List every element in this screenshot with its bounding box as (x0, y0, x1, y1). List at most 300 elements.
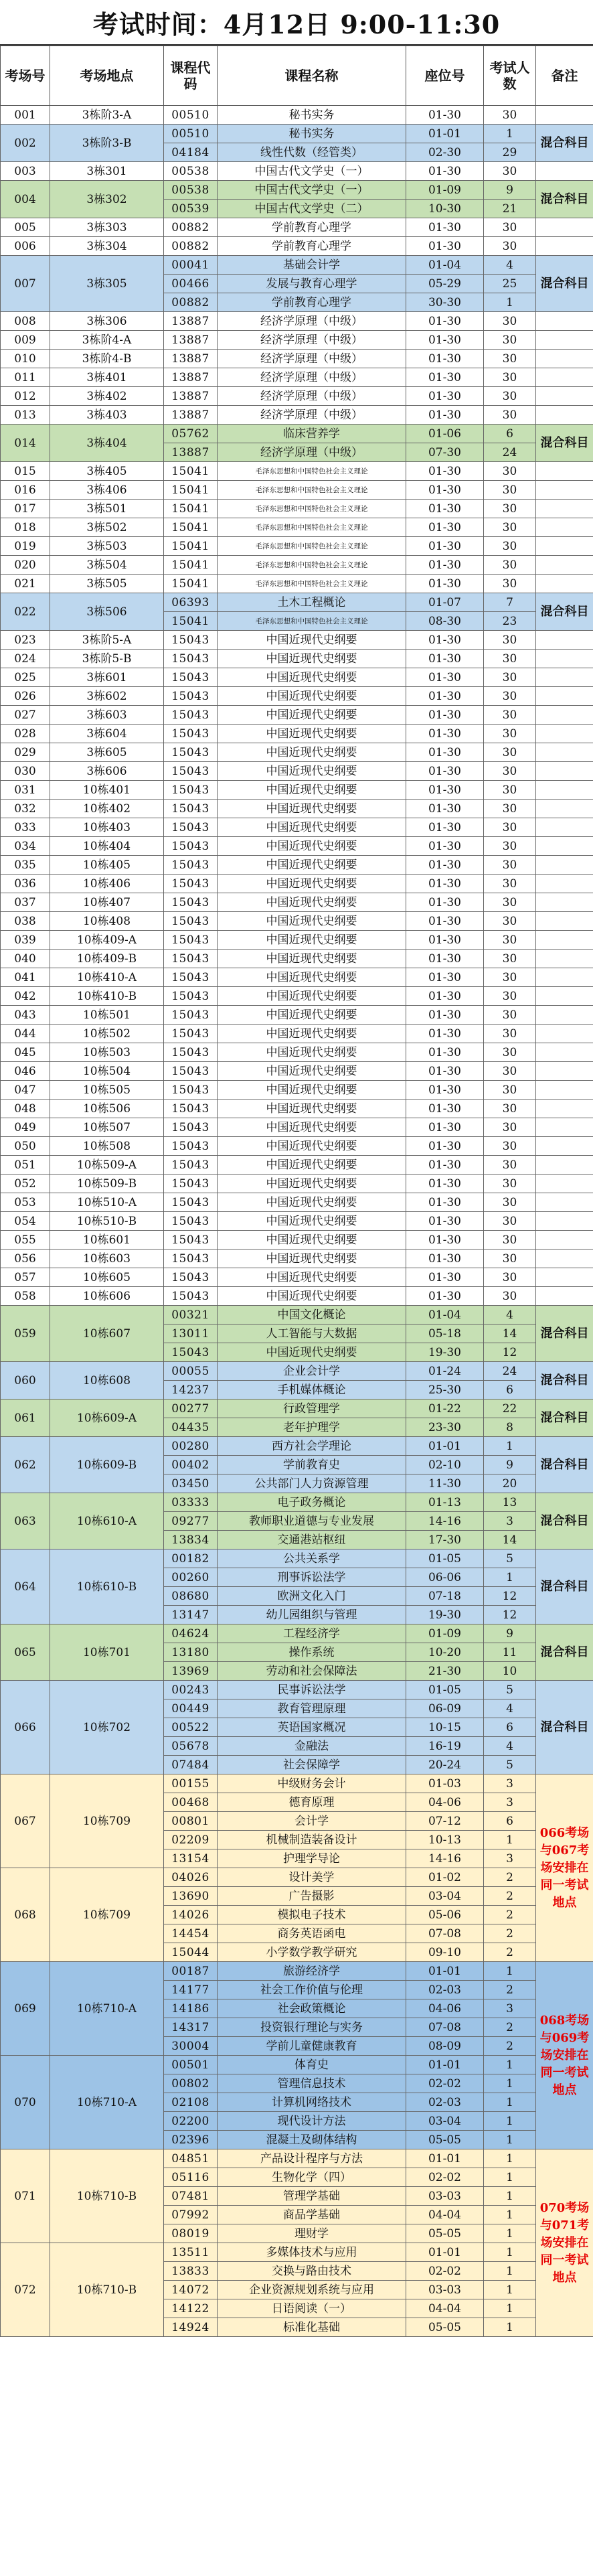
room-no-cell: 040 (1, 950, 50, 968)
note-cell (536, 1062, 593, 1081)
note-cell (536, 1081, 593, 1100)
course-name-cell: 中国近现代史纲要 (218, 1231, 406, 1249)
note-cell (536, 875, 593, 893)
seat-no-cell: 01-30 (406, 537, 484, 556)
count-cell: 30 (484, 537, 536, 556)
course-name-cell: 中国近现代史纲要 (218, 1249, 406, 1268)
count-cell: 2 (484, 2037, 536, 2056)
count-cell: 30 (484, 931, 536, 950)
location-cell: 10栋505 (50, 1081, 164, 1100)
note-cell (536, 350, 593, 368)
note-cell (536, 1100, 593, 1118)
course-name-cell: 中国近现代史纲要 (218, 1287, 406, 1306)
seat-no-cell: 11-30 (406, 1474, 484, 1493)
course-code-cell: 15043 (164, 1231, 218, 1249)
seat-no-cell: 02-03 (406, 1981, 484, 1999)
count-cell: 30 (484, 406, 536, 425)
table-row (1, 781, 593, 800)
seat-no-cell: 01-30 (406, 218, 484, 237)
table-body (1, 106, 593, 2337)
course-name-cell: 中国近现代史纲要 (218, 1006, 406, 1025)
count-cell: 30 (484, 462, 536, 481)
count-cell: 12 (484, 1343, 536, 1362)
course-code-cell: 00182 (164, 1549, 218, 1568)
note-cell (536, 987, 593, 1006)
note-cell (536, 1249, 593, 1268)
table-row (1, 1399, 593, 1418)
course-name-cell: 中国近现代史纲要 (218, 912, 406, 931)
course-code-cell: 15043 (164, 781, 218, 800)
course-name-cell: 企业会计学 (218, 1362, 406, 1381)
count-cell: 30 (484, 631, 536, 650)
course-code-cell: 15043 (164, 1006, 218, 1025)
course-code-cell: 15043 (164, 950, 218, 968)
seat-no-cell: 01-30 (406, 1156, 484, 1175)
course-name-cell: 经济学原理（中级） (218, 350, 406, 368)
course-name-cell: 经济学原理（中级） (218, 331, 406, 350)
count-cell: 25 (484, 275, 536, 293)
note-cell (536, 781, 593, 800)
count-cell: 30 (484, 762, 536, 781)
seat-no-cell: 01-30 (406, 237, 484, 256)
course-code-cell: 00882 (164, 237, 218, 256)
table-row (1, 481, 593, 500)
room-no-cell: 055 (1, 1231, 50, 1249)
room-no-cell: 041 (1, 968, 50, 987)
room-no-cell: 067 (1, 1774, 50, 1868)
room-no-cell: 065 (1, 1624, 50, 1681)
course-name-cell: 中国近现代史纲要 (218, 1043, 406, 1062)
count-cell: 30 (484, 837, 536, 856)
seat-no-cell: 01-30 (406, 987, 484, 1006)
note-cell (536, 1268, 593, 1287)
course-name-cell: 中国古代文学史（二） (218, 200, 406, 218)
seat-no-cell: 01-22 (406, 1399, 484, 1418)
location-cell: 3栋305 (50, 256, 164, 312)
count-cell: 30 (484, 687, 536, 706)
count-cell: 5 (484, 1756, 536, 1774)
count-cell: 1 (484, 2149, 536, 2168)
course-code-cell: 00187 (164, 1962, 218, 1981)
location-cell: 3栋阶5-A (50, 631, 164, 650)
location-cell: 10栋508 (50, 1137, 164, 1156)
course-name-cell: 毛泽东思想和中国特色社会主义理论 (218, 500, 406, 518)
table-row (1, 762, 593, 781)
course-name-cell: 投资银行理论与实务 (218, 2018, 406, 2037)
course-code-cell: 04624 (164, 1624, 218, 1643)
room-no-cell: 058 (1, 1287, 50, 1306)
table-row (1, 1774, 593, 1793)
course-name-cell: 中国古代文学史（一） (218, 181, 406, 200)
seat-no-cell: 10-20 (406, 1643, 484, 1662)
course-name-cell: 公共部门人力资源管理 (218, 1474, 406, 1493)
count-cell: 12 (484, 1606, 536, 1624)
location-cell: 3栋304 (50, 237, 164, 256)
seat-no-cell: 03-03 (406, 2281, 484, 2299)
table-row (1, 1549, 593, 1568)
table-row (1, 125, 593, 143)
table-row (1, 1268, 593, 1287)
count-cell: 3 (484, 1774, 536, 1793)
count-cell: 9 (484, 1456, 536, 1474)
location-cell: 3栋阶4-A (50, 331, 164, 350)
count-cell: 30 (484, 1137, 536, 1156)
location-cell: 3栋401 (50, 368, 164, 387)
count-cell: 1 (484, 2299, 536, 2318)
course-name-cell: 计算机网络技术 (218, 2093, 406, 2112)
room-no-cell: 005 (1, 218, 50, 237)
table-row (1, 1306, 593, 1324)
note-cell (536, 312, 593, 331)
location-cell: 3栋阶3-A (50, 106, 164, 125)
header-course-code: 课程代码 (164, 46, 218, 106)
seat-no-cell: 01-30 (406, 743, 484, 762)
location-cell: 3栋阶3-B (50, 125, 164, 162)
seat-no-cell: 01-30 (406, 631, 484, 650)
count-cell: 30 (484, 743, 536, 762)
seat-no-cell: 01-03 (406, 1774, 484, 1793)
room-no-cell: 047 (1, 1081, 50, 1100)
count-cell: 1 (484, 1568, 536, 1587)
course-code-cell: 13969 (164, 1662, 218, 1681)
table-row (1, 800, 593, 818)
location-cell: 10栋501 (50, 1006, 164, 1025)
location-cell: 10栋608 (50, 1362, 164, 1399)
seat-no-cell: 01-30 (406, 912, 484, 931)
note-cell (536, 1231, 593, 1249)
count-cell: 3 (484, 1999, 536, 2018)
seat-no-cell: 01-30 (406, 687, 484, 706)
course-code-cell: 04026 (164, 1868, 218, 1887)
course-name-cell: 毛泽东思想和中国特色社会主义理论 (218, 518, 406, 537)
count-cell: 4 (484, 1306, 536, 1324)
count-cell: 6 (484, 1718, 536, 1737)
note-cell (536, 650, 593, 668)
course-code-cell: 03450 (164, 1474, 218, 1493)
location-cell: 10栋710-B (50, 2243, 164, 2337)
course-code-cell: 00882 (164, 218, 218, 237)
note-cell: 混合科目 (536, 125, 593, 162)
course-name-cell: 社会政策概论 (218, 1999, 406, 2018)
room-no-cell: 028 (1, 725, 50, 743)
table-row (1, 818, 593, 837)
room-no-cell: 032 (1, 800, 50, 818)
table-row (1, 162, 593, 181)
count-cell: 30 (484, 500, 536, 518)
note-cell (536, 1006, 593, 1025)
room-no-cell: 021 (1, 575, 50, 593)
count-cell: 30 (484, 987, 536, 1006)
seat-no-cell: 05-05 (406, 2318, 484, 2337)
table-row (1, 1062, 593, 1081)
course-code-cell: 05678 (164, 1737, 218, 1756)
course-name-cell: 混凝土及砌体结构 (218, 2131, 406, 2149)
note-cell (536, 481, 593, 500)
table-row (1, 743, 593, 762)
course-code-cell: 15043 (164, 706, 218, 725)
count-cell: 22 (484, 1399, 536, 1418)
course-code-cell: 00402 (164, 1456, 218, 1474)
seat-no-cell: 01-30 (406, 1268, 484, 1287)
course-code-cell: 00522 (164, 1718, 218, 1737)
table-row (1, 518, 593, 537)
course-code-cell: 15043 (164, 1100, 218, 1118)
seat-no-cell: 01-30 (406, 1287, 484, 1306)
note-cell (536, 1025, 593, 1043)
location-cell: 10栋509-A (50, 1156, 164, 1175)
seat-no-cell: 04-06 (406, 1793, 484, 1812)
header-note: 备注 (536, 46, 593, 106)
course-code-cell: 15043 (164, 1175, 218, 1193)
course-code-cell: 15041 (164, 575, 218, 593)
seat-no-cell: 01-06 (406, 425, 484, 443)
location-cell: 3栋302 (50, 181, 164, 218)
note-cell: 070考场与071考场安排在同一考试地点 (536, 2149, 593, 2337)
count-cell: 1 (484, 1437, 536, 1456)
count-cell: 30 (484, 1100, 536, 1118)
course-code-cell: 00510 (164, 106, 218, 125)
course-name-cell: 中级财务会计 (218, 1774, 406, 1793)
course-name-cell: 中国近现代史纲要 (218, 631, 406, 650)
course-name-cell: 学前教育心理学 (218, 218, 406, 237)
note-cell (536, 762, 593, 781)
seat-no-cell: 01-30 (406, 1043, 484, 1062)
course-name-cell: 刑事诉讼法学 (218, 1568, 406, 1587)
seat-no-cell: 20-24 (406, 1756, 484, 1774)
course-name-cell: 产品设计程序与方法 (218, 2149, 406, 2168)
seat-no-cell: 01-04 (406, 256, 484, 275)
location-cell: 3栋402 (50, 387, 164, 406)
count-cell: 30 (484, 668, 536, 687)
count-cell: 12 (484, 1587, 536, 1606)
course-name-cell: 中国近现代史纲要 (218, 762, 406, 781)
seat-no-cell: 19-30 (406, 1343, 484, 1362)
count-cell: 3 (484, 1793, 536, 1812)
course-code-cell: 15043 (164, 1268, 218, 1287)
location-cell: 10栋605 (50, 1268, 164, 1287)
count-cell: 11 (484, 1643, 536, 1662)
seat-no-cell: 01-30 (406, 837, 484, 856)
table-row (1, 1156, 593, 1175)
count-cell: 6 (484, 1812, 536, 1831)
seat-no-cell: 16-19 (406, 1737, 484, 1756)
note-cell: 混合科目 (536, 1437, 593, 1493)
table-row (1, 218, 593, 237)
course-code-cell: 04184 (164, 143, 218, 162)
table-row (1, 2056, 593, 2074)
course-name-cell: 商品学基础 (218, 2206, 406, 2224)
note-cell: 混合科目 (536, 1681, 593, 1774)
count-cell: 30 (484, 350, 536, 368)
course-code-cell: 13690 (164, 1887, 218, 1906)
room-no-cell: 027 (1, 706, 50, 725)
seat-no-cell: 14-16 (406, 1849, 484, 1868)
course-code-cell: 14237 (164, 1381, 218, 1399)
course-name-cell: 毛泽东思想和中国特色社会主义理论 (218, 481, 406, 500)
count-cell: 30 (484, 912, 536, 931)
room-no-cell: 012 (1, 387, 50, 406)
count-cell: 30 (484, 518, 536, 537)
seat-no-cell: 01-30 (406, 968, 484, 987)
note-cell (536, 500, 593, 518)
count-cell: 1 (484, 2131, 536, 2149)
course-code-cell: 15041 (164, 537, 218, 556)
note-cell: 混合科目 (536, 1399, 593, 1437)
count-cell: 30 (484, 1156, 536, 1175)
course-code-cell: 00277 (164, 1399, 218, 1418)
count-cell: 2 (484, 1906, 536, 1924)
course-name-cell: 幼儿园组织与管理 (218, 1606, 406, 1624)
room-no-cell: 071 (1, 2149, 50, 2243)
course-name-cell: 经济学原理（中级） (218, 443, 406, 462)
table-row (1, 893, 593, 912)
table-row (1, 312, 593, 331)
course-name-cell: 毛泽东思想和中国特色社会主义理论 (218, 612, 406, 631)
count-cell: 10 (484, 1662, 536, 1681)
course-code-cell: 13011 (164, 1324, 218, 1343)
count-cell: 30 (484, 1249, 536, 1268)
count-cell: 30 (484, 893, 536, 912)
count-cell: 14 (484, 1324, 536, 1343)
note-cell (536, 893, 593, 912)
course-code-cell: 00055 (164, 1362, 218, 1381)
course-name-cell: 发展与教育心理学 (218, 275, 406, 293)
seat-no-cell: 01-30 (406, 1193, 484, 1212)
seat-no-cell: 01-30 (406, 312, 484, 331)
room-no-cell: 056 (1, 1249, 50, 1268)
course-code-cell: 04851 (164, 2149, 218, 2168)
count-cell: 30 (484, 1287, 536, 1306)
seat-no-cell: 01-30 (406, 1062, 484, 1081)
note-cell: 混合科目 (536, 1549, 593, 1624)
location-cell: 10栋502 (50, 1025, 164, 1043)
course-code-cell: 00501 (164, 2056, 218, 2074)
count-cell: 1 (484, 2056, 536, 2074)
room-no-cell: 060 (1, 1362, 50, 1399)
count-cell: 30 (484, 781, 536, 800)
seat-no-cell: 07-30 (406, 443, 484, 462)
seat-no-cell: 01-30 (406, 556, 484, 575)
count-cell: 6 (484, 1381, 536, 1399)
note-cell (536, 462, 593, 481)
note-cell: 混合科目 (536, 181, 593, 218)
room-no-cell: 022 (1, 593, 50, 631)
course-code-cell: 14317 (164, 2018, 218, 2037)
course-code-cell: 00041 (164, 256, 218, 275)
course-name-cell: 经济学原理（中级） (218, 387, 406, 406)
note-cell: 混合科目 (536, 1624, 593, 1681)
seat-no-cell: 06-06 (406, 1568, 484, 1587)
seat-no-cell: 14-16 (406, 1512, 484, 1531)
count-cell: 30 (484, 818, 536, 837)
course-name-cell: 交换与路由技术 (218, 2262, 406, 2281)
count-cell: 30 (484, 106, 536, 125)
course-name-cell: 劳动和社会保障法 (218, 1662, 406, 1681)
course-code-cell: 15043 (164, 725, 218, 743)
seat-no-cell: 06-09 (406, 1699, 484, 1718)
course-code-cell: 00243 (164, 1681, 218, 1699)
location-cell: 3栋604 (50, 725, 164, 743)
table-row (1, 875, 593, 893)
count-cell: 5 (484, 1549, 536, 1568)
count-cell: 30 (484, 1062, 536, 1081)
location-cell: 10栋609-B (50, 1437, 164, 1493)
table-row (1, 1681, 593, 1699)
count-cell: 3 (484, 1849, 536, 1868)
location-cell: 10栋607 (50, 1306, 164, 1362)
count-cell: 1 (484, 2093, 536, 2112)
seat-no-cell: 01-30 (406, 162, 484, 181)
room-no-cell: 007 (1, 256, 50, 312)
count-cell: 9 (484, 1624, 536, 1643)
table-row (1, 1868, 593, 1887)
count-cell: 20 (484, 1474, 536, 1493)
location-cell: 10栋507 (50, 1118, 164, 1137)
count-cell: 30 (484, 1081, 536, 1100)
table-row (1, 1193, 593, 1212)
seat-no-cell: 01-01 (406, 1962, 484, 1981)
course-code-cell: 15043 (164, 1043, 218, 1062)
course-name-cell: 中国近现代史纲要 (218, 818, 406, 837)
location-cell: 3栋406 (50, 481, 164, 500)
count-cell: 2 (484, 1943, 536, 1962)
course-name-cell: 毛泽东思想和中国特色社会主义理论 (218, 462, 406, 481)
table-row (1, 556, 593, 575)
room-no-cell: 002 (1, 125, 50, 162)
count-cell: 30 (484, 950, 536, 968)
seat-no-cell: 01-30 (406, 331, 484, 350)
note-cell (536, 631, 593, 650)
location-cell: 10栋406 (50, 875, 164, 893)
note-cell (536, 537, 593, 556)
note-cell (536, 968, 593, 987)
count-cell: 3 (484, 1512, 536, 1531)
course-code-cell: 15043 (164, 687, 218, 706)
location-cell: 10栋506 (50, 1100, 164, 1118)
table-row (1, 537, 593, 556)
seat-no-cell: 04-04 (406, 2206, 484, 2224)
table-row (1, 631, 593, 650)
table-row (1, 500, 593, 518)
count-cell: 30 (484, 800, 536, 818)
course-name-cell: 西方社会学理论 (218, 1437, 406, 1456)
count-cell: 1 (484, 2206, 536, 2224)
course-code-cell: 14186 (164, 1999, 218, 2018)
course-code-cell: 15043 (164, 987, 218, 1006)
location-cell: 10栋702 (50, 1681, 164, 1774)
count-cell: 1 (484, 2318, 536, 2337)
count-cell: 1 (484, 1831, 536, 1849)
note-cell: 066考场与067考场安排在同一考试地点 (536, 1774, 593, 1962)
seat-no-cell: 01-30 (406, 481, 484, 500)
table-row (1, 1100, 593, 1118)
course-code-cell: 07481 (164, 2187, 218, 2206)
table-row (1, 837, 593, 856)
count-cell: 23 (484, 612, 536, 631)
count-cell: 1 (484, 125, 536, 143)
course-code-cell: 15043 (164, 837, 218, 856)
count-cell: 2 (484, 2018, 536, 2037)
course-name-cell: 经济学原理（中级） (218, 312, 406, 331)
count-cell: 1 (484, 2074, 536, 2093)
room-no-cell: 059 (1, 1306, 50, 1362)
course-name-cell: 中国近现代史纲要 (218, 856, 406, 875)
table-row (1, 725, 593, 743)
seat-no-cell: 01-05 (406, 1549, 484, 1568)
seat-no-cell: 01-30 (406, 818, 484, 837)
location-cell: 10栋609-A (50, 1399, 164, 1437)
course-code-cell: 13834 (164, 1531, 218, 1549)
